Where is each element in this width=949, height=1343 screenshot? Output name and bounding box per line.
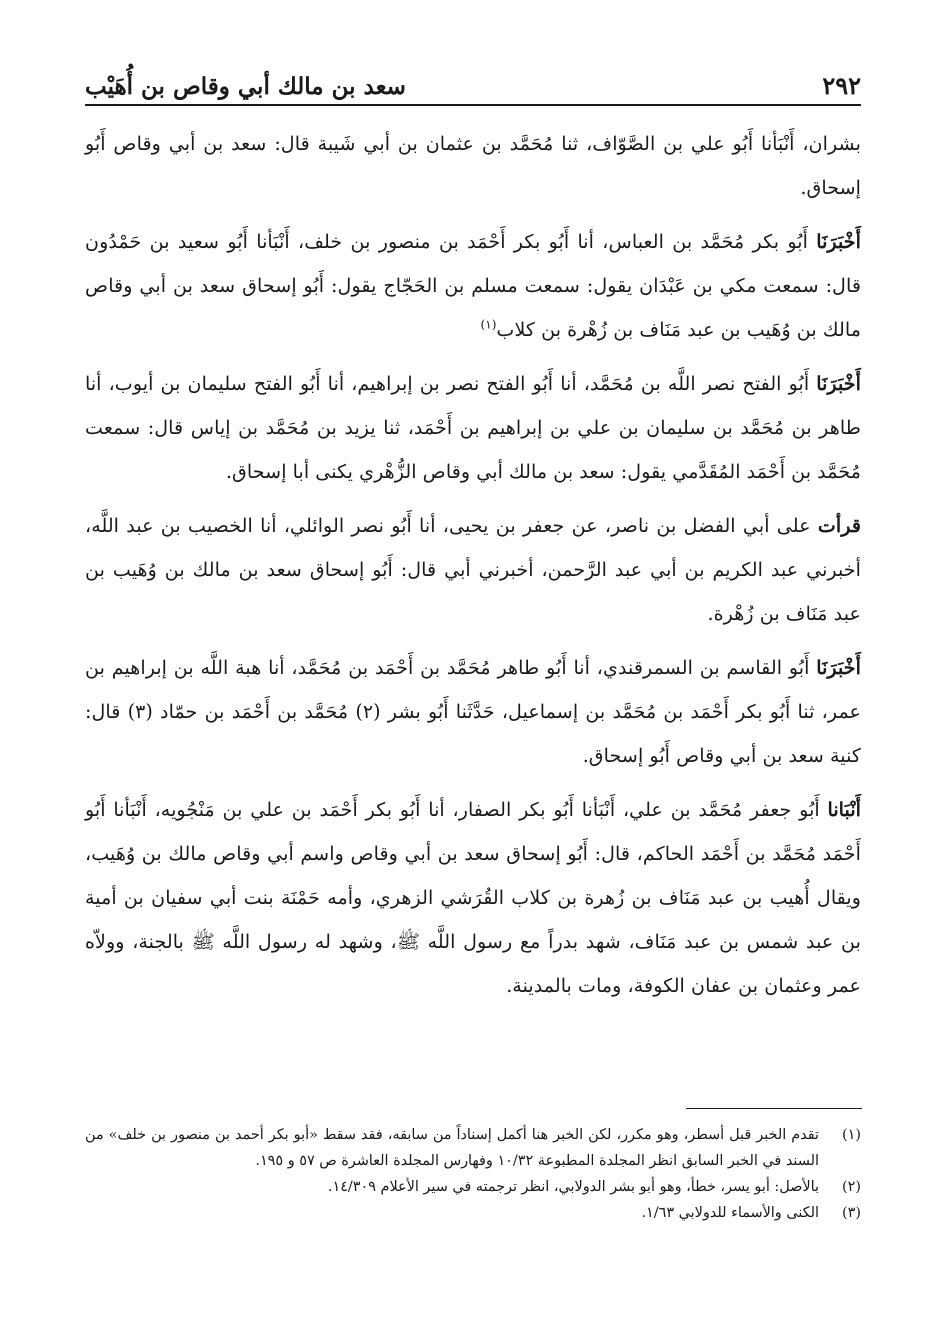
main-text (85, 122, 861, 1018)
footnote (85, 1122, 861, 1174)
paragraph (85, 504, 861, 636)
paragraph-text: أَبُو القاسم بن السمرقندي، أنا أَبُو طاهر مُحَمَّد بن أَحْمَد بن مُحَمَّد، أنا هبة اللَّه بن إبراهيم بن عمر، ثنا أَبُو بكر أَحْمَد بن مُحَمَّد بن إسماعيل، حَدَّثَنا أَبُو بشر (٢) مُحَمَّد بن أَحْمَد بن حمّاد (٣) قال: كنية سعد بن أبي وقاص أَبُو إسحاق. (85, 656, 861, 767)
paragraph-text: بشران، أَنْبَأنا أَبُو علي بن الصَّوّاف، ثنا مُحَمَّد بن عثمان بن أبي شَيبة قال: سعد بن أبي وقاص أَبُو إسحاق. (85, 132, 861, 199)
paragraph (85, 788, 861, 1008)
footnote-number: (٣) (842, 1205, 861, 1221)
footnotes (85, 1122, 861, 1226)
paragraph-lead: أَخْبَرَنَا (816, 656, 861, 679)
paragraph (85, 122, 861, 210)
paragraph-text: على أبي الفضل بن ناصر، عن جعفر بن يحيى، أنا أَبُو نصر الوائلي، أنا الخصيب بن عبد اللَّه، أخبرني عبد الكريم بن أبي عبد الرَّحمن، أخبرني أبي قال: أَبُو إسحاق سعد بن مالك بن وُهَيب بن عبد مَنَاف بن زُهْرة. (85, 514, 861, 625)
header-divider (85, 104, 861, 106)
footnote-number: (٢) (842, 1179, 861, 1195)
footnote-text: الكنى والأسماء للدولابي ١/٦٣. (641, 1205, 819, 1221)
running-title: سعد بن مالك أبي وقاص بن أُهَيْب (85, 73, 406, 100)
paragraph-lead: أَخْبَرَنَا (816, 230, 861, 253)
footnote-text: تقدم الخبر قبل أسطر، وهو مكرر، لكن الخبر هنا أكمل إسناداً من سابقه، فقد سقط «أبو بكر أحمد بن منصور بن خلف» من السند في الخبر السابق انظر المجلدة المطبوعة ١٠/٣٢ وفهارس المجلدة العاشرة ص ٥٧ و ١٩٥. (85, 1127, 819, 1169)
paragraph-text: أَبُو الفتح نصر اللَّه بن مُحَمَّد، أنا أَبُو الفتح نصر بن إبراهيم، أنا أَبُو الفتح سليمان بن أيوب، أنا طاهر بن مُحَمَّد بن سليمان بن علي بن إبراهيم بن أَحْمَد، ثنا يزيد بن مُحَمَّد بن إياس قال: سمعت مُحَمَّد بن أَحْمَد المُقَدَّمي يقول: سعد بن مالك أبي وقاص الزُّهْري يكنى أبا إسحاق. (85, 372, 861, 483)
footnote-ref: (١) (480, 317, 497, 332)
paragraph-lead: أَنْبَانا (827, 798, 861, 821)
paragraph-text: أَبُو جعفر مُحَمَّد بن علي، أَنْبَأنا أَبُو بكر الصفار، أنا أَبُو بكر أَحْمَد بن علي بن مَنْجُويه، أَنْبَأنا أَبُو أَحْمَد مُحَمَّد بن أَحْمَد الحاكم، قال: أَبُو إسحاق سعد بن أبي وقاص واسم أبي وقاص مالك بن وُهَيب، ويقال أُهيب بن عبد مَنَاف بن زُهرة بن كلاب القُرَشي الزهري، وأمه حَمْنَة بنت أبي سفيان بن أمية بن عبد شمس بن عبد مَنَاف، شهد بدراً مع رسول اللَّه ﷺ، وشهد له رسول اللَّه ﷺ بالجنة، وولاّه عمر وعثمان بن عفان الكوفة، ومات بالمدينة. (85, 798, 861, 997)
footnote (85, 1200, 861, 1226)
paragraph (85, 646, 861, 778)
paragraph (85, 220, 861, 352)
paragraph-text: أَبُو بكر مُحَمَّد بن العباس، أنا أَبُو بكر أَحْمَد بن منصور بن خلف، أَنْبَأنا أَبُو سعيد بن حَمْدُون قال: سمعت مكي بن عَبْدَان يقول: سمعت مسلم بن الحَجّاج يقول: أَبُو إسحاق سعد بن أبي وقاص مالك بن وُهَيب بن عبد مَنَاف بن زُهْرة بن كلاب (85, 230, 861, 341)
running-header (85, 62, 861, 100)
footnote-divider (686, 1108, 862, 1109)
paragraph-lead: قرأت (817, 514, 861, 537)
paragraph (85, 362, 861, 494)
footnote-number: (١) (842, 1127, 861, 1143)
footnote (85, 1174, 861, 1200)
footnote-text: بالأصل: أبو يسر، خطأ، وهو أبو بشر الدولابي، انظر ترجمته في سير الأعلام ١٤/٣٠٩. (327, 1179, 819, 1195)
page-number: ٢٩٢ (822, 71, 861, 100)
paragraph-lead: أَخْبَرَنَا (816, 372, 861, 395)
